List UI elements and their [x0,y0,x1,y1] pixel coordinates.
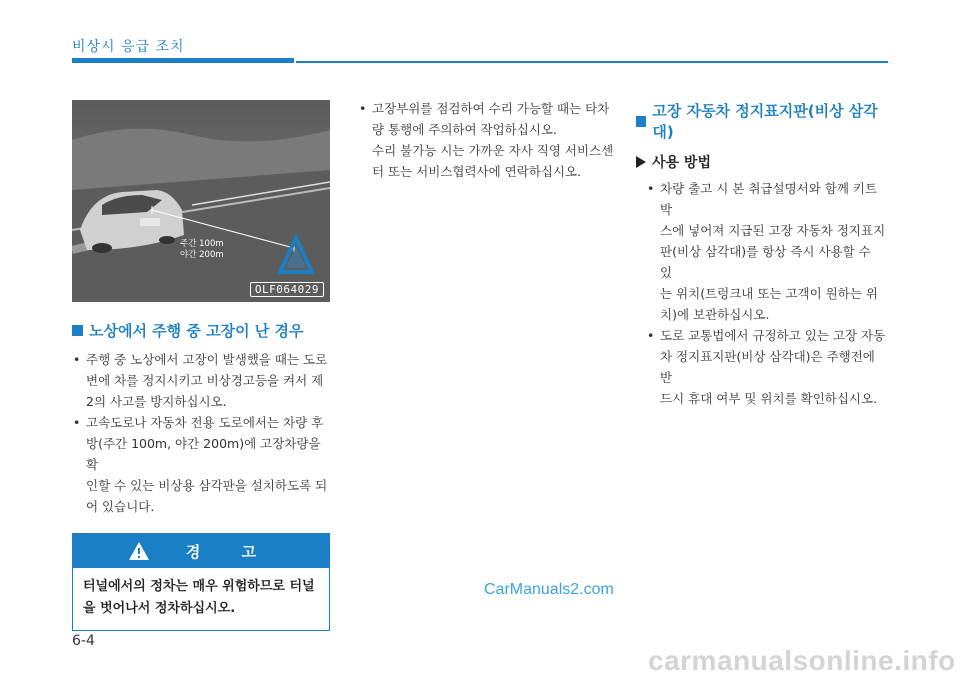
section-heading-road-breakdown [72,320,332,341]
middle-column [358,100,618,182]
warning-line: 터널에서의 정차는 매우 위험하므로 터널 [83,579,315,594]
list-item [72,349,332,412]
warning-body [73,568,329,630]
list-line: • 도로 교통법에서 규정하고 있는 고장 자동 [660,328,886,343]
list-item [72,412,332,517]
section-header-title: 비상시 응급 조치 [72,39,185,55]
list-item [646,178,886,325]
list-line: 량 통행에 주의하여 작업하십시오. [372,122,557,137]
list-line: 는 위치(트렁크내 또는 고객이 원하는 위 [660,286,878,301]
watermark-link[interactable]: CarManuals2.com [484,581,614,598]
header-bar-thin [296,61,888,63]
road-scene-svg [72,100,330,302]
list-line: 어 있습니다. [86,499,155,514]
middle-bullet-list [358,98,618,182]
list-line: 스에 넣어져 지급된 고장 자동차 정지표지 [660,223,886,238]
section-heading-text: 고장 자동차 정지표지판(비상 삼각대) [652,102,878,141]
triangle-right-icon [636,156,646,168]
square-bullet-icon [72,325,83,336]
distance-label-night: 야간 200m [180,250,224,260]
warning-triangle-icon [128,541,150,561]
sub-heading-usage [636,152,886,172]
warning-box [72,533,330,631]
warning-header [73,534,329,568]
section-heading-text: 노상에서 주행 중 고장이 난 경우 [89,322,304,340]
distance-label-day: 주간 100m [180,239,224,249]
list-line: 변에 차를 정지시키고 비상경고등을 켜서 제 [86,373,324,388]
list-item [358,98,618,182]
illustration-code: OLF064029 [250,282,324,297]
list-line: 2의 사고를 방지하십시오. [86,394,227,409]
header-bar-thick [72,58,294,63]
list-line: 드시 휴대 여부 및 위치를 확인하십시오. [660,391,878,406]
breakdown-illustration [72,100,330,302]
warning-title: 경 고 [185,542,275,561]
right-column [636,100,886,409]
list-item [646,325,886,409]
list-line: 치)에 보관하십시오. [660,307,770,322]
warning-line: 을 벗어나서 정차하십시오. [83,601,236,616]
sub-heading-text: 사용 방법 [652,155,711,171]
list-line: • 고속도로나 자동차 전용 도로에서는 차량 후 [86,415,324,430]
list-line: • 주행 중 노상에서 고장이 발생했을 때는 도로 [86,352,328,367]
list-line: 터 또는 서비스협력사에 연락하십시오. [372,164,582,179]
list-line: • 차량 출고 시 본 취급설명서와 함께 키트 박 [660,181,878,217]
left-column [72,100,332,631]
page-number: 6-4 [72,633,95,649]
square-bullet-icon [636,116,646,127]
list-line: 수리 불가능 시는 가까운 자사 직영 서비스센 [372,143,614,158]
list-line: 차 정지표지판(비상 삼각대)은 주행전에 반 [660,349,875,385]
footer-site-watermark: carmanualsonline.info [648,645,956,676]
left-bullet-list [72,349,332,517]
list-line: 판(비상 삼각대)를 항상 즉시 사용할 수 있 [660,244,871,280]
section-heading-warning-triangle [636,100,886,142]
right-bullet-list [636,178,886,409]
list-line: 방(주간 100m, 야간 200m)에 고장차량을 확 [86,436,321,472]
list-line: • 고장부위를 점검하여 수리 가능할 때는 타차 [372,101,610,116]
list-line: 인할 수 있는 비상용 삼각판을 설치하도록 되 [86,478,328,493]
